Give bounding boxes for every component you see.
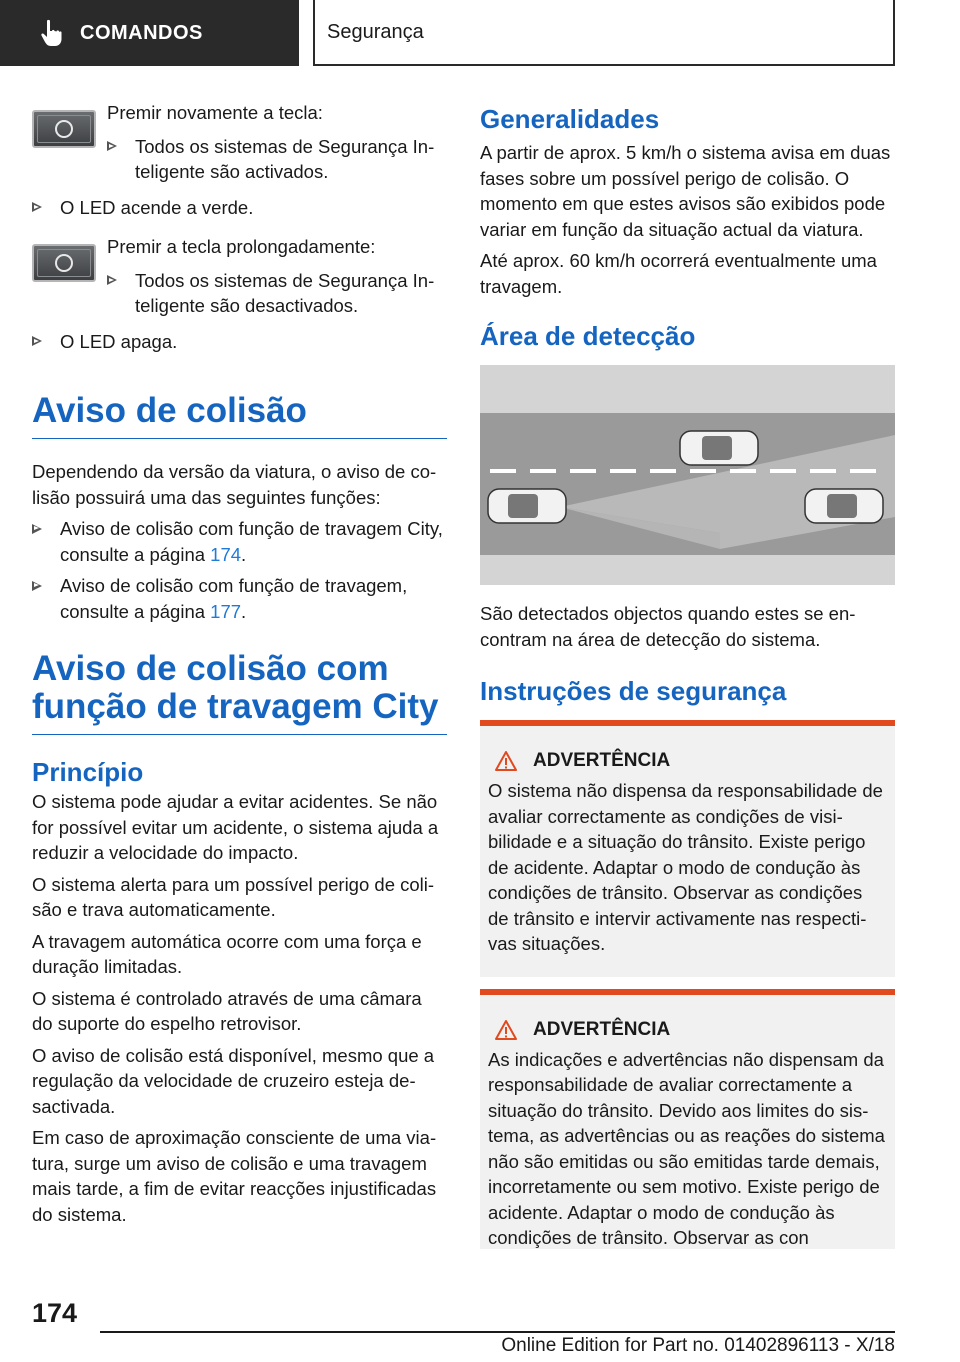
paragraph: A partir de aprox. 5 km/h o sistema avisa em duas fases sobre um possível perigo de colisão. O momento em que estes avisos são exibidos pode variar em função da situação actual da viatura.	[480, 142, 891, 240]
detection-area-figure	[480, 365, 895, 585]
paragraph: O sistema é controlado através de uma câmara do suporte do espelho retrovisor.	[32, 987, 422, 1034]
safety-button-image	[32, 110, 96, 148]
paragraph: O sistema alerta para um possível perigo de colisão e trava automaticamente.	[32, 873, 435, 920]
page-link-177[interactable]: 177	[210, 600, 242, 622]
warning-title: ADVERTÊNCIA	[488, 1019, 887, 1041]
safety-icon	[55, 120, 73, 138]
paragraph: A travagem automática ocorre com uma força e duração limitadas.	[32, 930, 422, 977]
bullet-triangle-icon	[107, 134, 120, 159]
button-instruction-1	[32, 100, 447, 185]
bullet-triangle-icon	[107, 268, 120, 293]
paragraph: Em caso de aproximação consciente de uma viatura, surge um aviso de colisão e uma travagem mais tarde, a fim de evitar reacções injustificadas do sistema.	[32, 1127, 437, 1225]
paragraph: São detectados objectos quando estes se encontram na área de detecção do sistema.	[480, 603, 856, 650]
subsection-heading: Generalidades	[480, 104, 660, 134]
instruction-text: Premir novamente a tecla:	[107, 102, 323, 123]
hand-pointer-icon	[40, 19, 64, 47]
section-heading: Aviso de colisão	[32, 392, 447, 439]
paragraph: O sistema pode ajudar a evitar acidentes. Se não for possível evitar um acidente, o sistema ajuda a reduzir a velocidade do impacto.	[32, 791, 439, 863]
section-heading: Aviso de colisão com função de travagem City	[32, 650, 447, 735]
subsection-heading: Princípio	[32, 757, 144, 787]
bullet-triangle-icon	[32, 573, 45, 598]
list-item: O LED acende a verde.	[32, 195, 447, 221]
safety-icon	[55, 254, 73, 272]
vehicle-icon	[488, 489, 566, 523]
section-tab	[0, 0, 299, 66]
section-label: COMANDOS	[80, 21, 203, 44]
paragraph: O aviso de colisão está disponível, mesmo que a regulação da velocidade de cruzeiro esteja desactivada.	[32, 1044, 435, 1117]
list-item: Aviso de colisão com função de travagem, consulte a página 177.	[32, 573, 447, 624]
edition-text: Online Edition for Part no. 01402896113 - X/18	[501, 1335, 895, 1356]
paragraph: Dependendo da versão da viatura, o aviso de colisão possuirá uma das seguintes funções:	[32, 461, 437, 508]
vehicle-icon	[805, 489, 883, 523]
left-column	[32, 100, 447, 1233]
chapter-header	[313, 0, 895, 66]
footer-divider	[100, 1331, 895, 1333]
warning-triangle-icon	[494, 750, 518, 772]
list-item: Aviso de colisão com função de travagem City, consulte a página 174.	[32, 516, 447, 567]
bullet-triangle-icon	[32, 195, 45, 220]
paragraph: Até aprox. 60 km/h ocorrerá eventualmente uma travagem.	[480, 250, 877, 297]
safety-button-image	[32, 244, 96, 282]
button-instruction-2	[32, 234, 447, 319]
right-column	[480, 100, 895, 1249]
subsection-heading: Instruções de segurança	[480, 676, 787, 706]
warning-box	[480, 720, 895, 977]
chapter-label: Segurança	[327, 20, 424, 43]
warning-text: O sistema não dispensa da responsabilidade de avaliar correctamente as condições de visibilidade e a situação do trânsito. Existe perigo de acidente. Adaptar o modo de condução às condições de trânsito. Observar as condições de trânsito e intervir activamente nas respectivas situações.	[488, 780, 883, 954]
list-item: O LED apaga.	[32, 329, 447, 355]
bullet-triangle-icon	[32, 329, 45, 354]
list-item: Todos os sistemas de Segurança Inteligente são activados.	[107, 134, 447, 185]
warning-title: ADVERTÊNCIA	[488, 750, 887, 772]
page-link-174[interactable]: 174	[210, 543, 242, 565]
warning-text: As indicações e advertências não dispensam da responsabilidade de avaliar correctamente a situação do trânsito. Devido aos limites do sistema, as advertências ou as reações do sistema não são emitidas ou são emitidas tarde demais, incorretamente ou sem motivo. Existe perigo de acidente. Adaptar o modo de condução às condições de trânsito. Observar as con	[488, 1048, 885, 1248]
bullet-triangle-icon	[32, 516, 45, 541]
instruction-text: Premir a tecla prolongadamente:	[107, 236, 376, 257]
page-number: 174	[32, 1298, 78, 1328]
subsection-heading: Área de detecção	[480, 321, 696, 351]
warning-triangle-icon	[494, 1019, 518, 1041]
list-item: Todos os sistemas de Segurança Inteligente são desactivados.	[107, 268, 447, 319]
vehicle-icon	[680, 431, 758, 465]
detection-area-diagram	[480, 365, 895, 585]
warning-box	[480, 989, 895, 1249]
